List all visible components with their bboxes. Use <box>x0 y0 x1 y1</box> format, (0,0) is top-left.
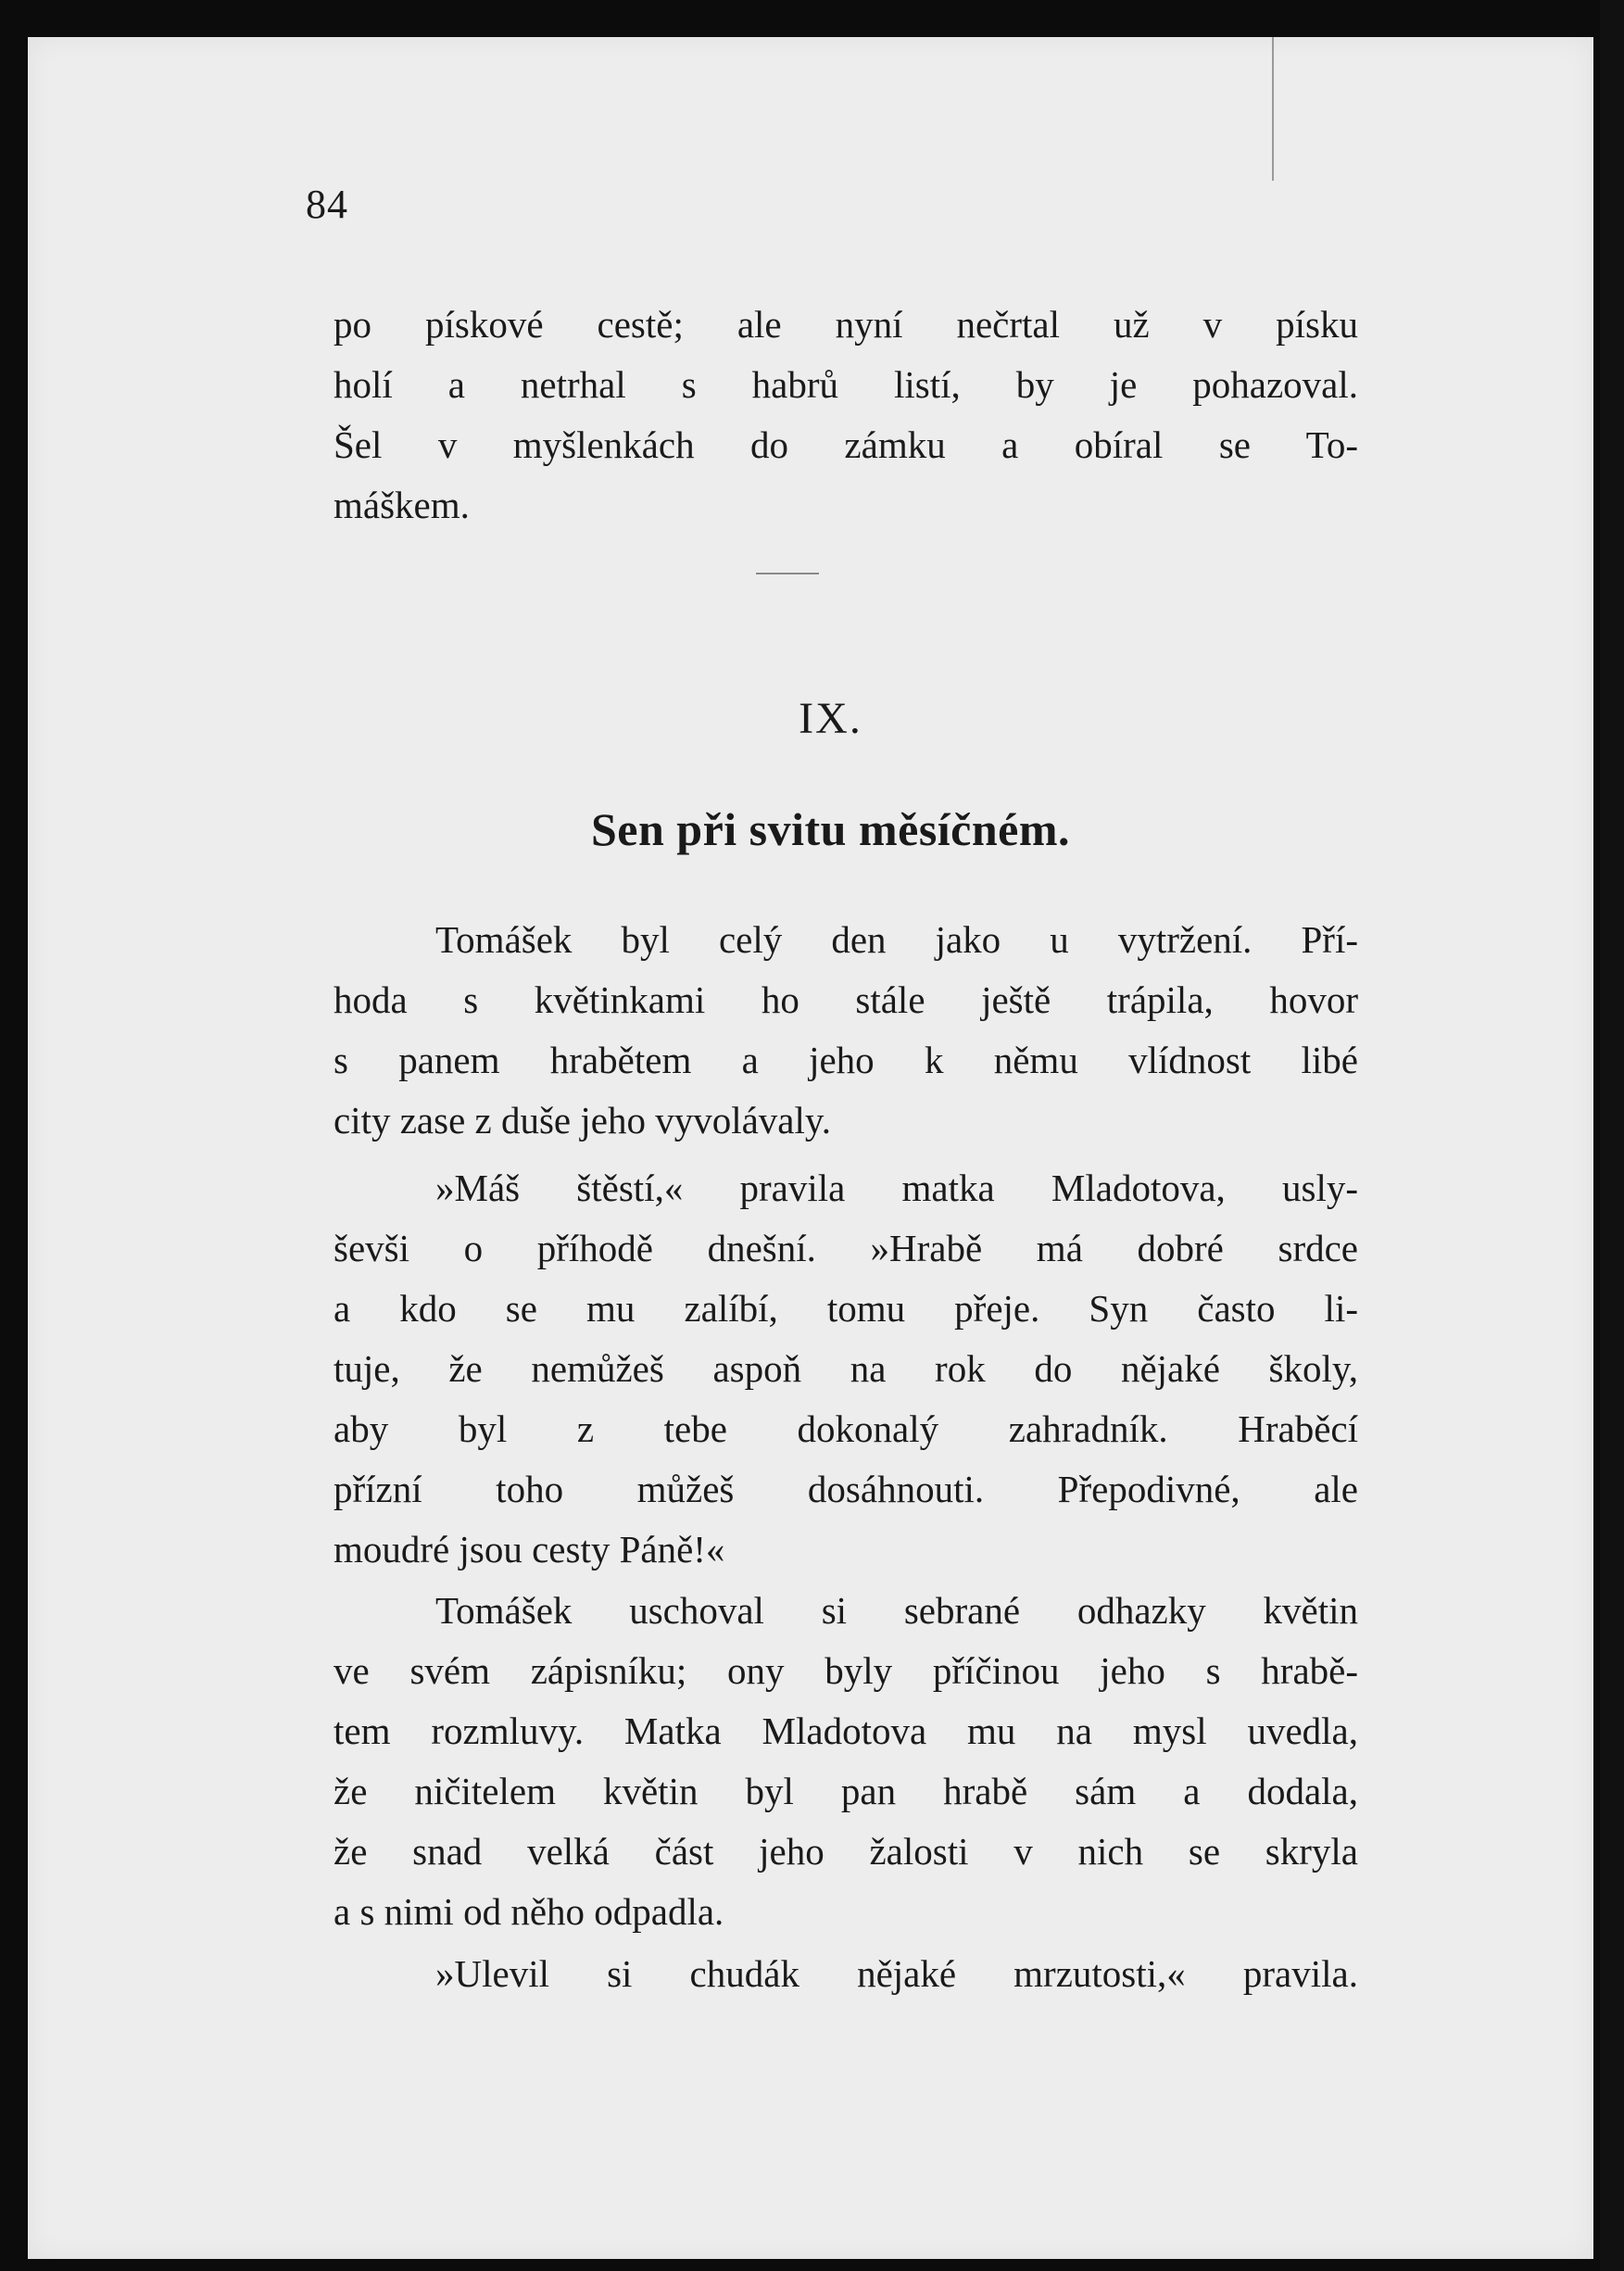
paragraph <box>334 910 1358 1151</box>
text-line: přízní toho můžeš dosáhnouti. Přepodivné, ale <box>334 1468 1358 1510</box>
text-line: a kdo se mu zalíbí, tomu přeje. Syn často li- <box>334 1287 1358 1330</box>
text-line: hoda s květinkami ho stále ještě trápila, hovor <box>334 978 1358 1021</box>
paragraph <box>334 1158 1358 1580</box>
scan-edge <box>1600 0 1624 2271</box>
text-line: aby byl z tebe dokonalý zahradník. Hraběcí <box>334 1407 1358 1450</box>
text-line: že ničitelem květin byl pan hrabě sám a dodala, <box>334 1770 1358 1812</box>
text-line: »Ulevil si chudák nějaké mrzutosti,« pravila. <box>435 1952 1358 1995</box>
text-line: holí a netrhal s habrů listí, by je pohazoval. <box>334 363 1358 406</box>
text-line: Tomášek byl celý den jako u vytržení. Pří- <box>435 918 1358 961</box>
text-line: Tomášek uschoval si sebrané odhazky květin <box>435 1589 1358 1632</box>
text-line: a s nimi od něho odpadla. <box>334 1890 724 1933</box>
text-line: moudré jsou cesty Páně!« <box>334 1528 725 1571</box>
text-line: »Máš štěstí,« pravila matka Mladotova, usly- <box>435 1167 1358 1209</box>
text-line: máškem. <box>334 484 470 526</box>
paragraph <box>334 1944 1358 2004</box>
text-line: tem rozmluvy. Matka Mladotova mu na mysl uvedla, <box>334 1710 1358 1752</box>
text-line: Šel v myšlenkách do zámku a obíral se To- <box>334 423 1358 466</box>
page-number: 84 <box>306 182 348 227</box>
paragraph <box>334 1581 1358 1942</box>
text-line: že snad velká část jeho žalosti v nich se skryla <box>334 1830 1358 1873</box>
chapter-number: IX. <box>799 694 862 743</box>
text-line: tuje, že nemůžeš aspoň na rok do nějaké školy, <box>334 1347 1358 1390</box>
section-separator <box>756 573 819 574</box>
paragraph-continued <box>334 295 1358 536</box>
page-gutter-line <box>1272 37 1274 181</box>
text-line: ševši o příhodě dnešní. »Hrabě má dobré srdce <box>334 1227 1358 1269</box>
text-line: s panem hrabětem a jeho k němu vlídnost libé <box>334 1039 1358 1081</box>
chapter-title: Sen při svitu měsíčném. <box>590 803 1071 855</box>
text-line: city zase z duše jeho vyvolávaly. <box>334 1099 831 1142</box>
text-line: ve svém zápisníku; ony byly příčinou jeho s hrabě- <box>334 1649 1358 1692</box>
text-line: po pískové cestě; ale nyní nečrtal už v písku <box>334 303 1358 346</box>
